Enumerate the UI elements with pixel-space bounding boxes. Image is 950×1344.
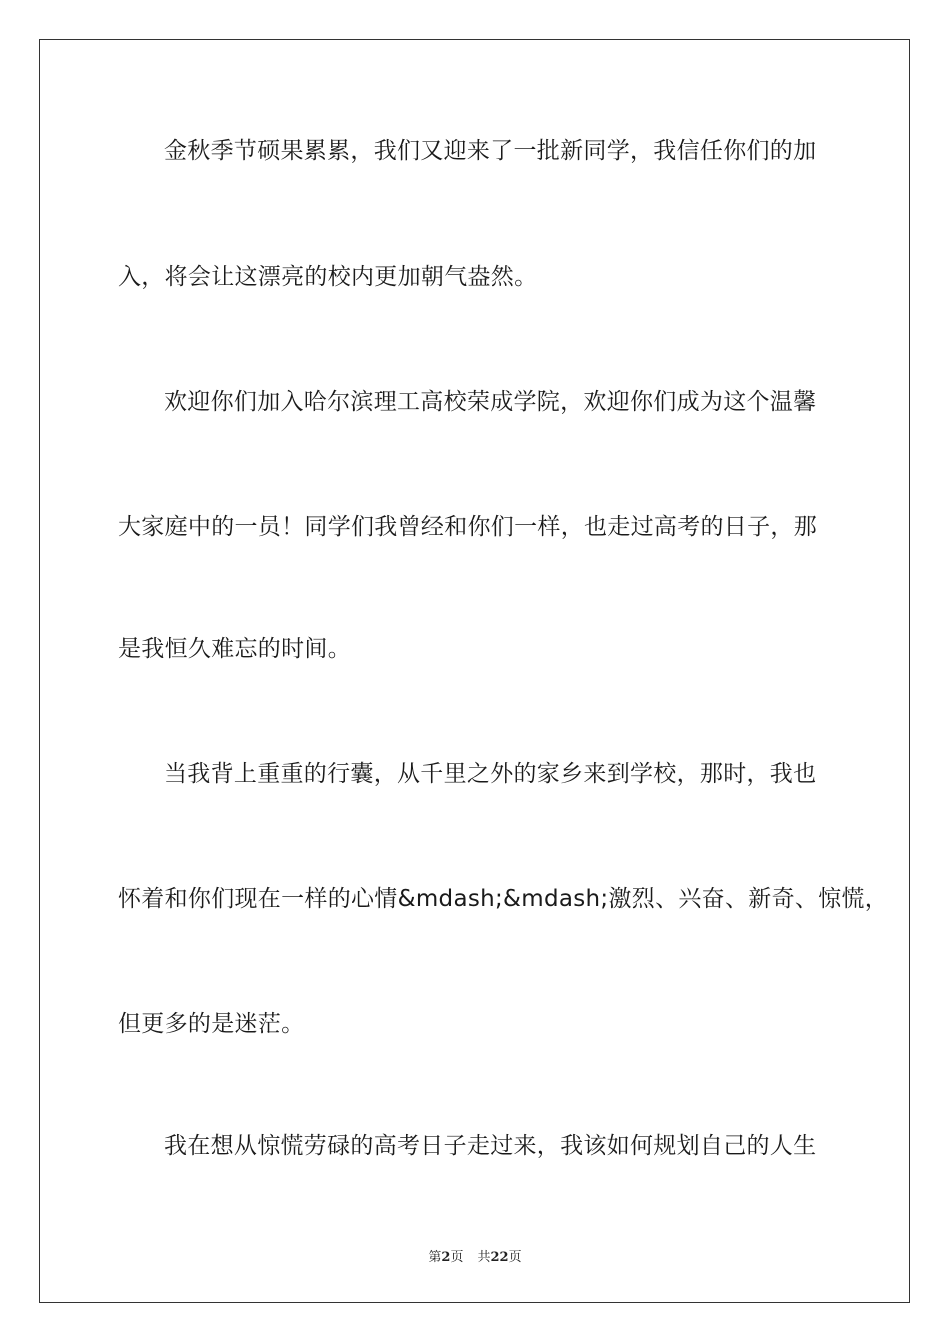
footer-total-pages: 22 [490,1250,509,1265]
paragraph-line-5: 是我恒久难忘的时间。 [118,636,351,662]
page-border [39,39,910,1303]
paragraph-line-8: 但更多的是迷茫。 [118,1011,305,1037]
footer-total-suffix: 页 [508,1250,522,1265]
footer-page-suffix: 页 [450,1250,464,1265]
footer-page-prefix: 第 [428,1250,442,1265]
footer-total-prefix: 共 [477,1250,491,1265]
page-footer [0,1246,950,1265]
paragraph-line-1: 金秋季节硕果累累，我们又迎来了一批新同学，我信任你们的加 [164,138,817,164]
footer-page-number: 2 [441,1250,451,1265]
paragraph-line-3: 欢迎你们加入哈尔滨理工高校荣成学院，欢迎你们成为这个温馨 [164,389,817,415]
paragraph-line-6: 当我背上重重的行囊，从千里之外的家乡来到学校，那时，我也 [164,761,817,787]
paragraph-line-4: 大家庭中的一员！同学们我曾经和你们一样，也走过高考的日子，那 [118,514,817,540]
paragraph-line-7: 怀着和你们现在一样的心情&mdash;&mdash;激烈、兴奋、新奇、惊慌， [118,886,889,912]
paragraph-line-9: 我在想从惊慌劳碌的高考日子走过来，我该如何规划自己的人生 [164,1133,817,1159]
paragraph-line-2: 入，将会让这漂亮的校内更加朝气盎然。 [118,264,538,290]
